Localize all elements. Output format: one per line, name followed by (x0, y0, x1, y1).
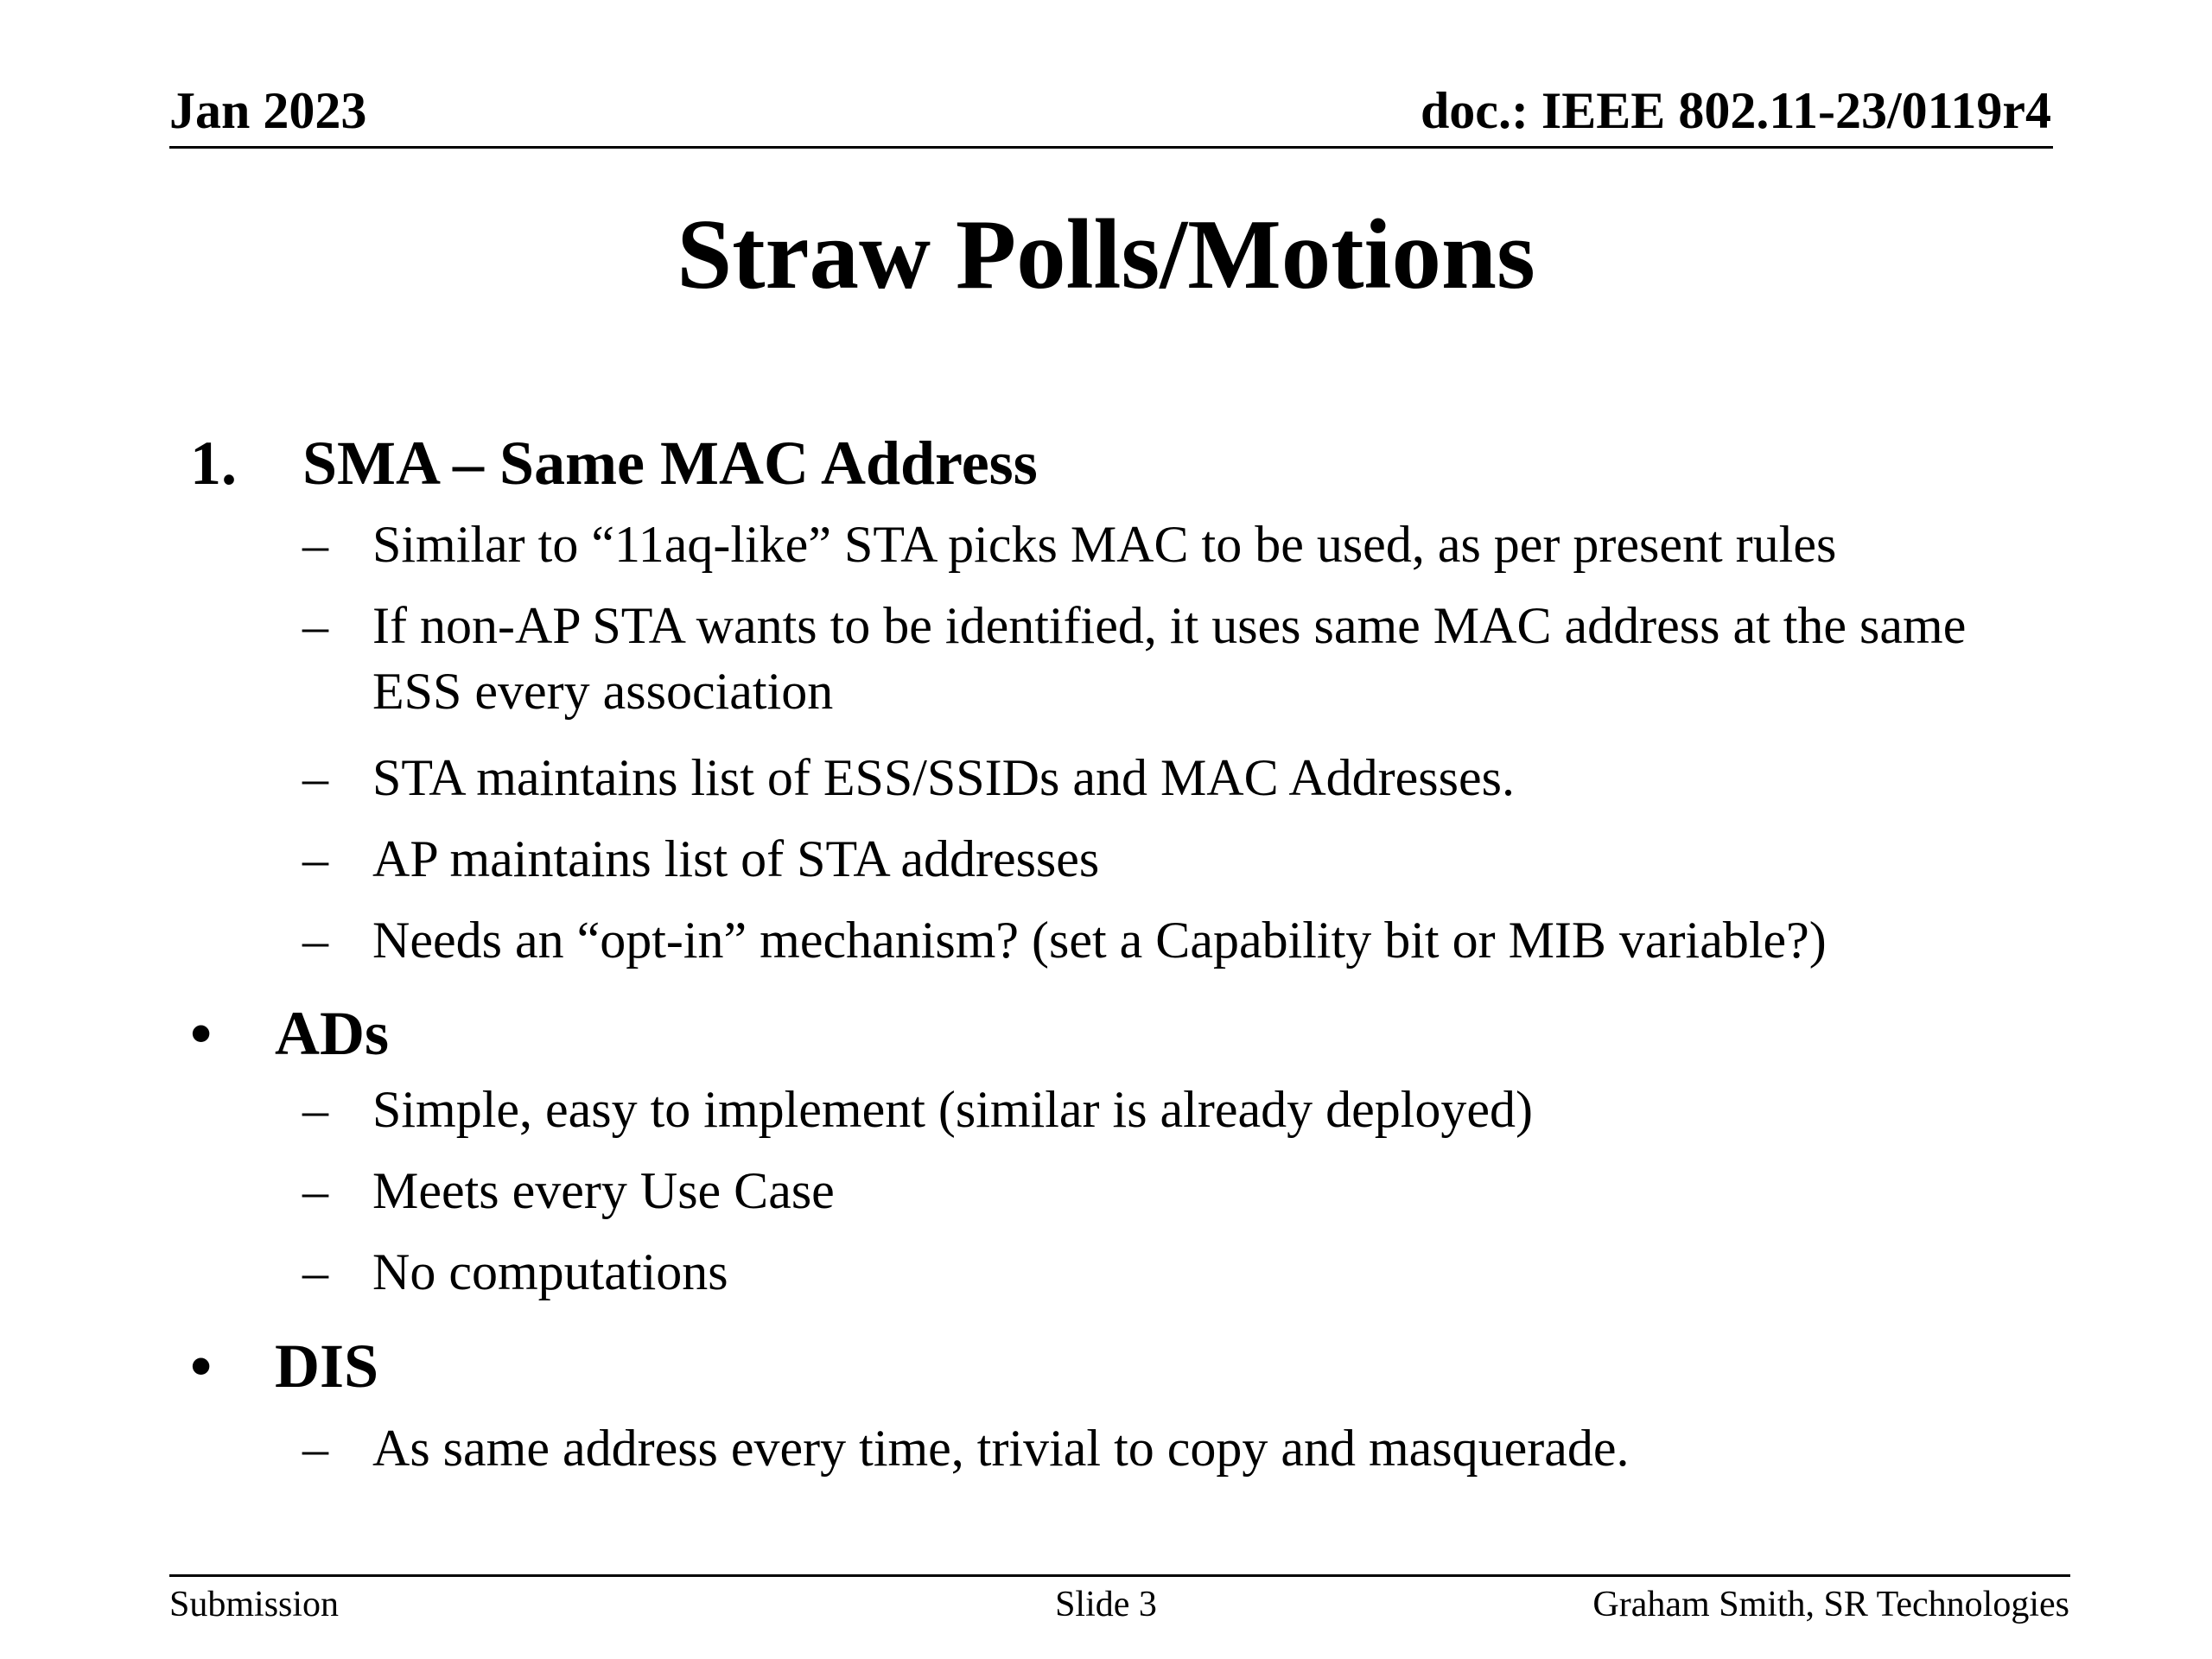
list-item-text: As same address every time, trivial to copy and masquerade. (372, 1420, 1630, 1477)
list-item-text: STA maintains list of ESS/SSIDs and MAC Addresses. (372, 749, 1515, 806)
dash-bullet: – (302, 597, 328, 654)
list-item-text: AP maintains list of STA addresses (372, 830, 1100, 887)
section-heading-text: SMA – Same MAC Address (302, 429, 1038, 498)
section-heading-text: ADs (275, 999, 390, 1068)
list-item-text: If non-AP STA wants to be identified, it uses same MAC address at the same ESS every association (372, 597, 1967, 720)
header-doc-id: doc.: IEEE 802.11-23/0119r4 (1420, 82, 2051, 139)
list-item-text: Similar to “11aq-like” STA picks MAC to be used, as per present rules (372, 516, 1837, 573)
dash-bullet: – (302, 1081, 328, 1138)
dash-bullet: – (302, 912, 328, 969)
footer-author: Graham Smith, SR Technologies (1592, 1585, 2069, 1624)
list-item-text: Meets every Use Case (372, 1162, 835, 1219)
dash-bullet: – (302, 1162, 328, 1219)
dash-bullet: – (302, 1243, 328, 1300)
footer-divider (169, 1574, 2070, 1577)
header-date: Jan 2023 (169, 82, 367, 139)
footer-left: Submission (169, 1585, 340, 1624)
header-divider (169, 146, 2053, 149)
bullet: • (190, 1332, 213, 1401)
list-item-text: Simple, easy to implement (similar is already deployed) (372, 1081, 1533, 1138)
dash-bullet: – (302, 1420, 328, 1477)
list-item-text: Needs an “opt-in” mechanism? (set a Capability bit or MIB variable?) (372, 912, 1827, 969)
bullet: • (190, 999, 213, 1068)
section-number: 1. (190, 429, 237, 498)
dash-bullet: – (302, 830, 328, 887)
dash-bullet: – (302, 516, 328, 573)
footer-slide-number: Slide 3 (1055, 1585, 1157, 1624)
dash-bullet: – (302, 749, 328, 806)
slide-title: Straw Polls/Motions (677, 200, 1535, 309)
section-heading-text: DIS (275, 1332, 379, 1401)
list-item-text: No computations (372, 1243, 728, 1300)
